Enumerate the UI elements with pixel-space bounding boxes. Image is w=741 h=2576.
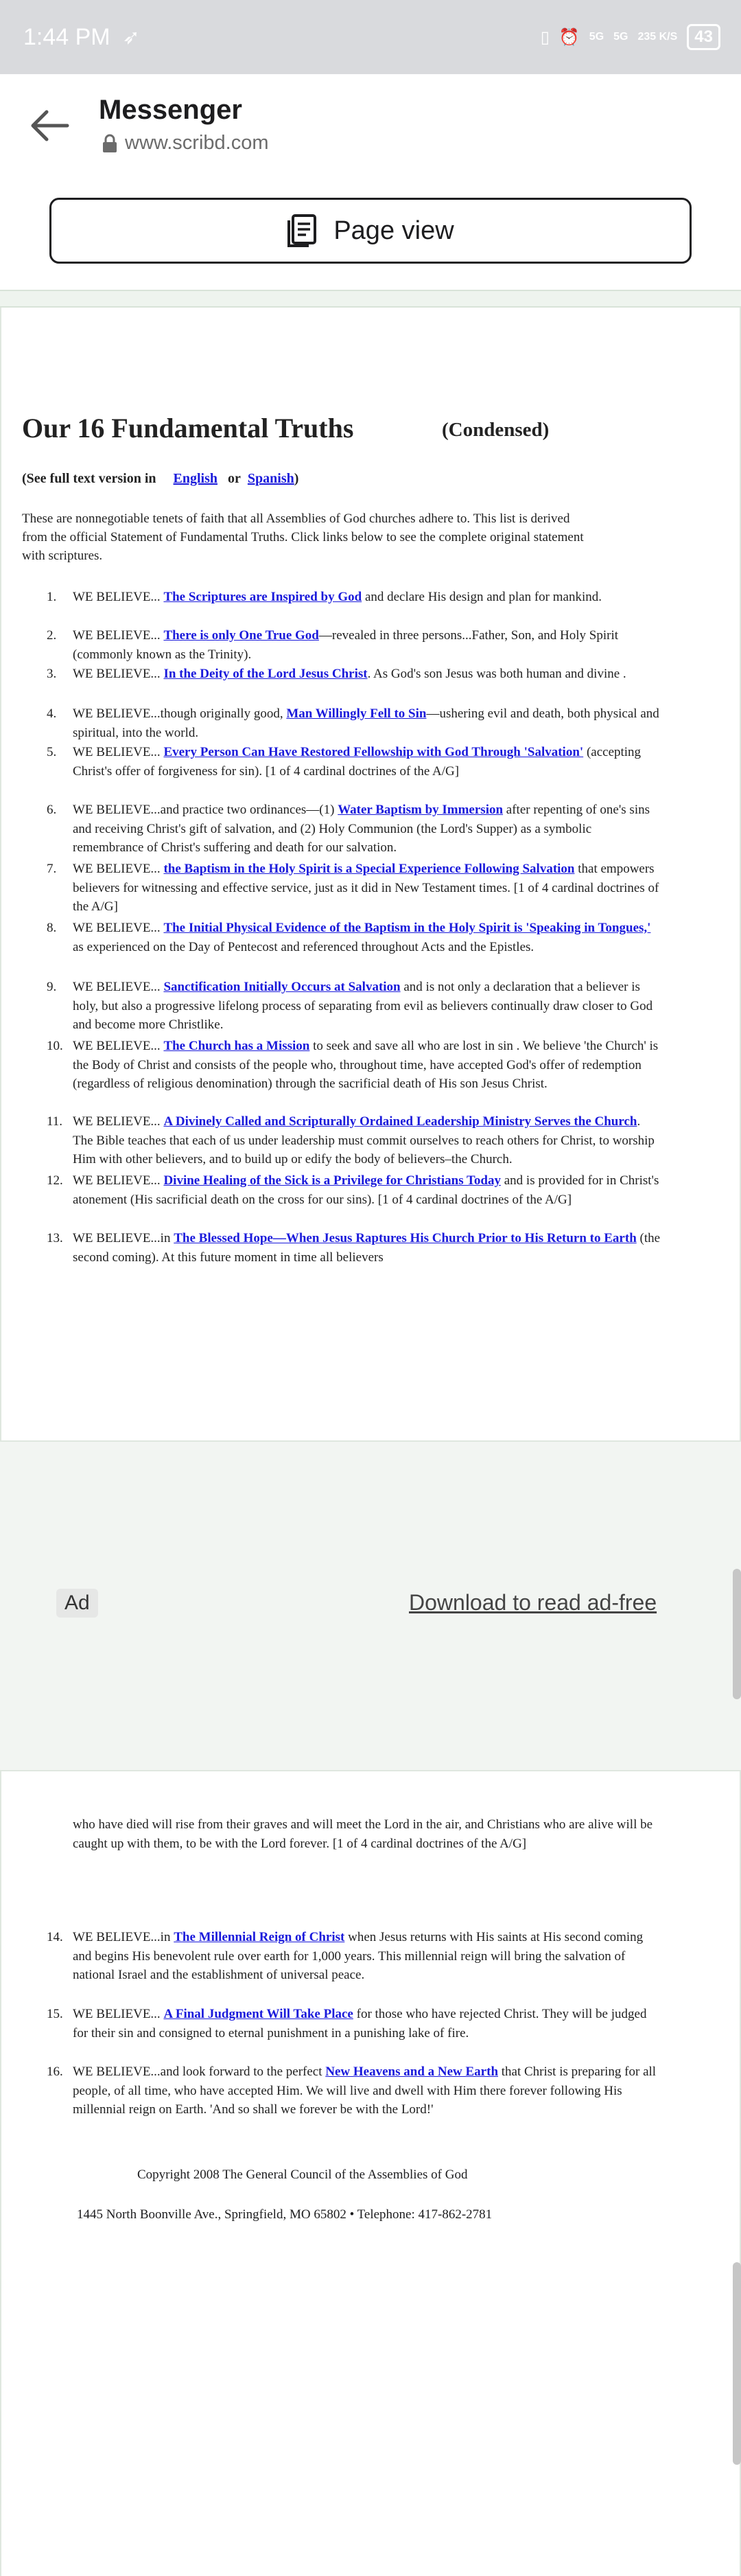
- truth-suffix: after repenting of one's sins and receiving Christ's gift of salvation, and (2) Holy Communion (the Lord's Supper) as a symbolic remembrance of Christ's suffering and death for our salvation.: [73, 803, 650, 855]
- page-view-label: Page view: [333, 216, 454, 245]
- truth-prefix: WE BELIEVE...: [73, 745, 164, 759]
- document-page-1: [0, 308, 741, 1440]
- truth-prefix: WE BELIEVE...though originally good,: [73, 706, 287, 721]
- truth-text: [73, 1037, 663, 1094]
- truth-number: 11.: [47, 1114, 63, 1129]
- signal-icon-2: 5G: [613, 31, 628, 43]
- english-link[interactable]: English: [173, 471, 218, 486]
- truth-link[interactable]: Every Person Can Have Restored Fellowship with God Through 'Salvation': [163, 745, 584, 759]
- status-time: 1:44 PM: [23, 23, 110, 50]
- truth-link[interactable]: A Final Judgment Will Take Place: [163, 2007, 353, 2021]
- document-divider: [0, 290, 741, 308]
- notification-icon: ➶: [122, 25, 140, 49]
- ad-badge: Ad: [56, 1589, 98, 1618]
- scrollbar-thumb[interactable]: [733, 1569, 741, 1699]
- truth-link[interactable]: The Millennial Reign of Christ: [174, 1930, 345, 1944]
- copyright-text: Copyright 2008 The General Council of the Assemblies of God: [137, 2167, 468, 2182]
- truth-text: [73, 1112, 663, 1169]
- truth-text: [73, 1229, 663, 1267]
- truth-prefix: WE BELIEVE...in: [73, 1231, 174, 1245]
- truth-prefix: WE BELIEVE...: [73, 980, 164, 994]
- truth-text: [73, 860, 663, 917]
- truth-number: 3.: [47, 667, 57, 681]
- truth-text: [73, 588, 663, 607]
- truth-number: 5.: [47, 745, 57, 759]
- lock-icon: [102, 134, 118, 153]
- battery-icon: 43: [687, 24, 720, 50]
- truth-suffix: —revealed in three persons...Father, Son, and Holy Spirit (commonly known as the Trinity).: [73, 628, 619, 662]
- truth-suffix: that empowers believers for witnessing and effective service, just as it did in New Testament times. [1 of 4 cardinal doctrines of the A/G]: [73, 862, 659, 914]
- app-header: [0, 74, 741, 177]
- truth-prefix: WE BELIEVE...and look forward to the perfect: [73, 2065, 326, 2079]
- truth-link[interactable]: A Divinely Called and Scripturally Ordained Leadership Ministry Serves the Church: [163, 1114, 637, 1129]
- truth-text: [73, 1171, 663, 1209]
- truth-link[interactable]: Man Willingly Fell to Sin: [286, 706, 427, 721]
- intro-paragraph: These are nonnegotiable tenets of faith that all Assemblies of God churches adhere to. This list is derived from the official Statement of Fundamental Truths. Click links below to see the complete original statement with scriptures.: [22, 511, 584, 563]
- truth-text: [73, 743, 663, 781]
- truth-text: [73, 665, 663, 684]
- truth-suffix: for those who have rejected Christ. They will be judged for their sin and consigned to eternal punishment in a punishing lake of fire.: [73, 2007, 647, 2040]
- truth-suffix: and is provided for in Christ's atonement (His sacrificial death on the cross for our sins). [1 of 4 cardinal doctrines of the A/G]: [73, 1173, 659, 1207]
- status-icons: [541, 24, 720, 50]
- truth-text: [73, 801, 663, 858]
- document-title: Our 16 Fundamental Truths: [22, 413, 354, 444]
- truth-number: 10.: [47, 1039, 63, 1053]
- truth-prefix: WE BELIEVE...: [73, 667, 164, 681]
- spanish-link[interactable]: Spanish: [247, 471, 294, 486]
- truth-prefix: WE BELIEVE...: [73, 590, 164, 604]
- truth-suffix: as experienced on the Day of Pentecost and referenced throughout Acts and the Epistles.: [73, 939, 534, 954]
- address-text: 1445 North Boonville Ave., Springfield, MO 65802 • Telephone: 417-862-2781: [77, 2207, 493, 2222]
- truth-number: 12.: [47, 1173, 63, 1188]
- truth-prefix: WE BELIEVE...: [73, 2007, 164, 2021]
- truth-link[interactable]: The Church has a Mission: [163, 1039, 310, 1053]
- full-text-versions: (See full text version in English or Spanish): [22, 471, 299, 486]
- truth-link[interactable]: The Initial Physical Evidence of the Baptism in the Holy Spirit is 'Speaking in Tongues,': [163, 921, 651, 935]
- truth-prefix: WE BELIEVE...: [73, 921, 164, 935]
- truth-suffix: when Jesus returns with His saints at His second coming and begins His benevolent rule over earth for 1,000 years. This millennial reign will bring the salvation of national Israel and the establishment of universal peace.: [73, 1930, 644, 1982]
- truth-suffix: . The Bible teaches that each of us under leadership must commit ourselves to reach others for Christ, to worship Him with other believers, and to build up or edify the body of believers–the Church.: [73, 1114, 655, 1166]
- truth-number: 6.: [47, 803, 57, 817]
- page-title: Messenger: [99, 95, 242, 125]
- download-ad-free-link[interactable]: Download to read ad-free: [409, 1590, 657, 1615]
- back-arrow-icon[interactable]: [26, 102, 74, 150]
- truth-link[interactable]: The Blessed Hope—When Jesus Raptures His Church Prior to His Return to Earth: [174, 1231, 637, 1245]
- truth-text: [73, 2005, 663, 2043]
- truth-link[interactable]: The Scriptures are Inspired by God: [163, 590, 362, 604]
- truth-suffix: that Christ is preparing for all people, of all time, who have accepted Him. We will live and dwell with Him there forever following His millennial reign on Earth. 'And so shall we forever be with the Lord!': [73, 2065, 657, 2117]
- page-view-icon: [287, 214, 317, 248]
- truth-number: 13.: [47, 1231, 63, 1245]
- url-display[interactable]: [102, 132, 269, 154]
- truth-text: [73, 919, 663, 956]
- truth-number: 15.: [47, 2007, 63, 2021]
- truth-number: 16.: [47, 2065, 63, 2079]
- truth-link[interactable]: Water Baptism by Immersion: [338, 803, 504, 817]
- truth-prefix: WE BELIEVE...: [73, 1114, 164, 1129]
- url-text: www.scribd.com: [125, 132, 269, 154]
- document-page-2: who have died will rise from their graves and will meet the Lord in the air, and Christians who are alive will be caught up with them, to be with the Lord forever. [1 of 4 cardinal doctrines of the A/G] 14. WE BELIEVE...in The Millennial Reign of Christ when Jesus returns with His saints at His second coming and begins His benevolent rule over earth for 1,000 years. This millennial reign will bring the salvation of national Israel and the establishment of universal peace. 15. WE BELIEVE... A Final Judgment Will Take Place for those who have rejected Christ. They will be judged for their sin and consigned to eternal punishment in a punishing lake of fire. 16. WE BELIEVE...and look forward to the perfect New Heavens and a New Earth that Christ is preparing for all people, of all time, who have accepted Him. We will live and dwell with Him there forever following His millennial reign on Earth. 'And so shall we forever be with the Lord!': [0, 1771, 741, 2576]
- ad-banner: [0, 1440, 741, 1771]
- truth-link[interactable]: Divine Healing of the Sick is a Privilege for Christians Today: [163, 1173, 501, 1188]
- truth-link[interactable]: There is only One True God: [163, 628, 319, 643]
- truth-prefix: WE BELIEVE...: [73, 862, 164, 876]
- scrollbar-thumb-2[interactable]: [733, 2262, 741, 2465]
- truth-text: [73, 2062, 663, 2119]
- truth-link[interactable]: Sanctification Initially Occurs at Salvation: [163, 980, 401, 994]
- truth-text: [73, 626, 663, 664]
- truth-prefix: WE BELIEVE...in: [73, 1930, 174, 1944]
- truth-prefix: WE BELIEVE...: [73, 1173, 164, 1188]
- truth-number: 4.: [47, 706, 57, 721]
- truth-suffix: and declare His design and plan for mankind.: [362, 590, 602, 604]
- truth-prefix: WE BELIEVE...: [73, 1039, 164, 1053]
- page-view-button[interactable]: [49, 198, 692, 264]
- vibrate-icon: ▯: [540, 27, 550, 47]
- truth-number: 1.: [47, 590, 57, 604]
- truth-suffix: to seek and save all who are lost in sin . We believe 'the Church' is the Body of Christ and consists of the people who, throughout time, have accepted God's offer of redemption (regardless of religious denomination) through the sacrificial death of His son Jesus Christ.: [73, 1039, 659, 1091]
- network-speed: 235 K/S: [637, 31, 678, 43]
- truth-suffix: (accepting Christ's offer of forgiveness for sin). [1 of 4 cardinal doctrines of the A/G]: [73, 745, 642, 779]
- truth-link[interactable]: New Heavens and a New Earth: [325, 2065, 499, 2079]
- truth-suffix: —ushering evil and death, both physical and spiritual, into the world.: [73, 706, 659, 740]
- document-subtitle: (Condensed): [442, 419, 550, 441]
- truth-suffix: (the second coming). At this future moment in time all believers: [73, 1231, 661, 1265]
- truth-number: 14.: [47, 1930, 63, 1944]
- status-bar: [0, 0, 741, 74]
- truth-text: [73, 704, 663, 742]
- alarm-icon: ⏰: [558, 27, 580, 47]
- truth-number: 8.: [47, 921, 57, 935]
- truth-suffix: and is not only a declaration that a believer is holy, but also a progressive lifelong process of separating from evil as believers continually draw closer to God and become more Christlike.: [73, 980, 653, 1032]
- truth-suffix: . As God's son Jesus was both human and divine .: [367, 667, 626, 681]
- truth-link[interactable]: In the Deity of the Lord Jesus Christ: [163, 667, 368, 681]
- truth-number: 2.: [47, 628, 57, 643]
- truth-number: 9.: [47, 980, 57, 994]
- truth-prefix: WE BELIEVE...: [73, 628, 164, 643]
- truth-link[interactable]: the Baptism in the Holy Spirit is a Special Experience Following Salvation: [163, 862, 575, 876]
- signal-icon: 5G: [589, 31, 604, 43]
- truth-number: 7.: [47, 862, 57, 876]
- truth-text: [73, 1928, 663, 1985]
- truth-prefix: WE BELIEVE...and practice two ordinances—(1): [73, 803, 338, 817]
- truth-text: [73, 978, 663, 1035]
